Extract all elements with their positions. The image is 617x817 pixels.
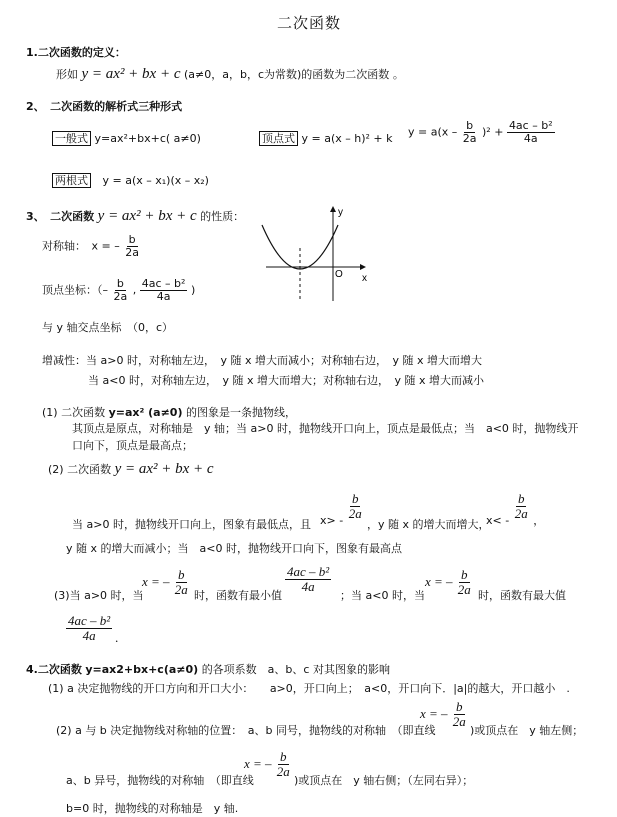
point-1-post: 的图象是一条抛物线，: [185, 406, 296, 419]
point-1-pre: (1) 二次函数: [42, 406, 106, 419]
definition-prefix: 形如: [56, 68, 78, 81]
point-2-line-2-end: ，: [533, 513, 545, 527]
vertex-coordinates: [42, 278, 195, 303]
point-2-line-3: y 随 x 的增大而减小；当 a<0 时，抛物线开口向下，图象有最高点: [66, 542, 402, 555]
graph-y-label: y: [338, 207, 343, 218]
section-4-line-3b: )或顶点在 y 轴右侧；（左同右异）；: [294, 774, 474, 787]
section-3-suffix: 的性质：: [200, 210, 245, 223]
axis-of-symmetry: [42, 234, 141, 259]
point-3-pre: (3)当 a>0 时，当: [54, 589, 144, 602]
vertex-full-left: y = a(x –: [408, 125, 458, 139]
point-2-line-1: [48, 461, 214, 478]
vertex-full-mid: )² +: [482, 125, 504, 139]
point-3-max-num: 4ac – b²: [68, 613, 111, 628]
point-2-x-lt: x< -: [486, 513, 510, 527]
graph-x-label: x: [362, 273, 367, 284]
section-4-line-4: b=0 时，抛物线的对称轴是 y 轴.: [66, 802, 239, 815]
section-4-x-2: x = –: [244, 755, 272, 771]
vertex-full-num1: b: [466, 119, 474, 132]
vertex-coord-den2: 4a: [156, 290, 171, 304]
point-2-x-gt: x> -: [320, 513, 344, 527]
point-3-min-value: [285, 565, 331, 595]
vertex-coord-num1: b: [116, 277, 124, 290]
definition-end: 。: [392, 68, 404, 81]
point-3-frac-1-num: b: [178, 567, 185, 582]
section-4-frac-1-num: b: [456, 699, 463, 714]
section-1-heading: 1.二次函数的定义：: [26, 46, 126, 59]
section-4-line-2b: )或顶点在 y 轴左侧；: [470, 724, 584, 737]
section-2-heading: 2、 二次函数的解析式三种形式: [26, 100, 183, 113]
point-1-line-1: [42, 404, 296, 420]
roots-form-label: 两根式: [52, 173, 91, 188]
vertex-full-den1: 2a: [462, 132, 477, 146]
point-1-line-2: 其顶点是原点，对称轴是 y 轴；当 a>0 时，抛物线开口向上，顶点是最低点；当 a<0 时，抛物线开: [72, 422, 579, 435]
axis-num: b: [128, 233, 136, 246]
point-3-frac-2: [456, 568, 473, 598]
general-form-formula: y=ax²+bx+c( a≠0): [94, 132, 201, 145]
point-3-mid: 时，函数有最小值: [194, 589, 282, 602]
vertex-coord-num2: 4ac – b²: [141, 277, 186, 290]
point-3-mid-2: ；当 a<0 时，当: [340, 589, 425, 602]
point-2-frac-1-num: b: [351, 491, 359, 506]
vertex-coord-den1: 2a: [113, 290, 128, 304]
point-3-xeq-2: [425, 568, 473, 598]
x-axis-arrow-icon: [360, 264, 366, 270]
point-2-line-2-mid: ，y 随 x 的增大而增大，: [367, 518, 490, 531]
section-4-frac-1-den: 2a: [452, 714, 466, 730]
point-2-line-2: 当 a>0 时，抛物线开口向上，图象有最低点，且: [72, 518, 311, 531]
parabola-graph: [258, 203, 376, 303]
y-axis-arrow-icon: [330, 206, 336, 212]
general-form-label: 一般式: [52, 131, 91, 146]
graph-origin-label: O: [335, 269, 343, 280]
point-3-min-frac: [285, 565, 331, 595]
roots-form-formula: y = a(x – x₁)(x – x₂): [102, 174, 209, 187]
section-3-prefix: 3、 二次函数: [26, 210, 95, 223]
point-3-end: 时，函数有最大值: [478, 589, 566, 602]
vertex-form-full: [408, 120, 555, 145]
point-2-frac-1: [347, 492, 364, 522]
vertex-form: [259, 130, 393, 146]
vertex-coord-frac1: [112, 278, 130, 303]
point-2-frac-2-den: 2a: [514, 506, 528, 522]
vertex-coord-sep: ,: [132, 283, 137, 297]
axis-frac: [123, 234, 141, 259]
section-4-x-1: x = –: [420, 705, 448, 721]
section-3-formula: y = ax² + bx + c: [97, 208, 197, 224]
section-4-frac-2-den: 2a: [276, 764, 290, 780]
section-4-line-2a: (2) a 与 b 决定抛物线对称轴的位置： a、b 同号，抛物线的对称轴 （即直线: [56, 724, 436, 737]
section-4-xeq-2: [244, 750, 292, 780]
vertex-form-label: 顶点式: [259, 131, 298, 146]
point-2-frac-2: [513, 492, 530, 522]
point-3-max-end: .: [115, 629, 119, 645]
y-intercept: 与 y 轴交点坐标 （0，c）: [42, 321, 174, 334]
point-3-max-value: [66, 614, 119, 646]
roots-form: [52, 172, 209, 188]
point-3-min-den: 4a: [301, 579, 315, 595]
section-3-heading: [26, 208, 244, 225]
section-4-heading: [26, 661, 390, 677]
section-4-pre: 4.二次函数: [26, 663, 82, 676]
point-3-x-2: x = –: [425, 573, 453, 589]
vertex-full-frac1: [461, 120, 479, 145]
point-2-pre: (2) 二次函数: [48, 463, 112, 476]
point-2-cond-1: [320, 492, 364, 527]
definition-formula: y = ax² + bx + c: [81, 66, 181, 82]
point-2-formula: y = ax² + bx + c: [114, 461, 214, 477]
vertex-full-num2: 4ac – b²: [508, 119, 553, 132]
point-3-min-num: 4ac – b²: [287, 564, 330, 579]
section-4-frac-1: [451, 700, 468, 730]
vertex-form-formula: y = a(x – h)² + k: [301, 132, 393, 145]
monotonicity-line-1: 增减性：当 a>0 时，对称轴左边， y 随 x 增大而减小；对称轴右边， y 随 x 增大而增大: [42, 354, 482, 367]
point-3-frac-2-num: b: [461, 567, 468, 582]
point-1-formula: y=ax² (a≠0): [108, 406, 183, 419]
axis-label: 对称轴： x = –: [42, 239, 120, 253]
vertex-coord-close: ): [190, 283, 196, 297]
monotonicity-line-2: 当 a<0 时，对称轴左边， y 随 x 增大而增大；对称轴右边， y 随 x 增大而减小: [88, 374, 484, 387]
definition-condition: (a≠0，a，b，c为常数)的函数为二次函数: [184, 68, 390, 81]
point-1-line-3: 口向下，顶点是最高点；: [72, 439, 193, 452]
point-2-cond-2: [486, 492, 544, 528]
point-3-frac-1-den: 2a: [174, 582, 188, 598]
axis-den: 2a: [125, 246, 139, 260]
point-3-frac-1: [173, 568, 190, 598]
point-3-x-1: x = –: [142, 573, 170, 589]
section-4-xeq-1: [420, 700, 468, 730]
section-4-post: 的各项系数 a、b、c 对其图象的影响: [201, 663, 390, 676]
section-4-line-1: (1) a 决定抛物线的开口方向和开口大小： a>0，开口向上； a<0，开口向下．|a|的越大，开口越小 .: [48, 682, 570, 695]
section-4-formula: y=ax2+bx+c(a≠0): [85, 663, 199, 676]
vertex-full-frac2: [507, 120, 555, 145]
point-3-max-den: 4a: [82, 628, 96, 644]
vertex-coord-label: 顶点坐标：（–: [42, 283, 108, 297]
definition-line: [56, 66, 404, 83]
page-title: 二次函数: [277, 14, 342, 32]
point-3-max-frac: [66, 614, 112, 644]
point-2-frac-2-num: b: [517, 491, 525, 506]
vertex-full-den2: 4a: [523, 132, 538, 146]
section-4-frac-2: [275, 750, 292, 780]
point-2-frac-1-den: 2a: [348, 506, 362, 522]
point-3-frac-2-den: 2a: [457, 582, 471, 598]
point-3-xeq-1: [142, 568, 190, 598]
section-4-frac-2-num: b: [280, 749, 287, 764]
vertex-coord-frac2: [140, 278, 188, 303]
section-4-line-3a: a、b 异号，抛物线的对称轴 （即直线: [66, 774, 254, 787]
general-form: [52, 130, 201, 146]
